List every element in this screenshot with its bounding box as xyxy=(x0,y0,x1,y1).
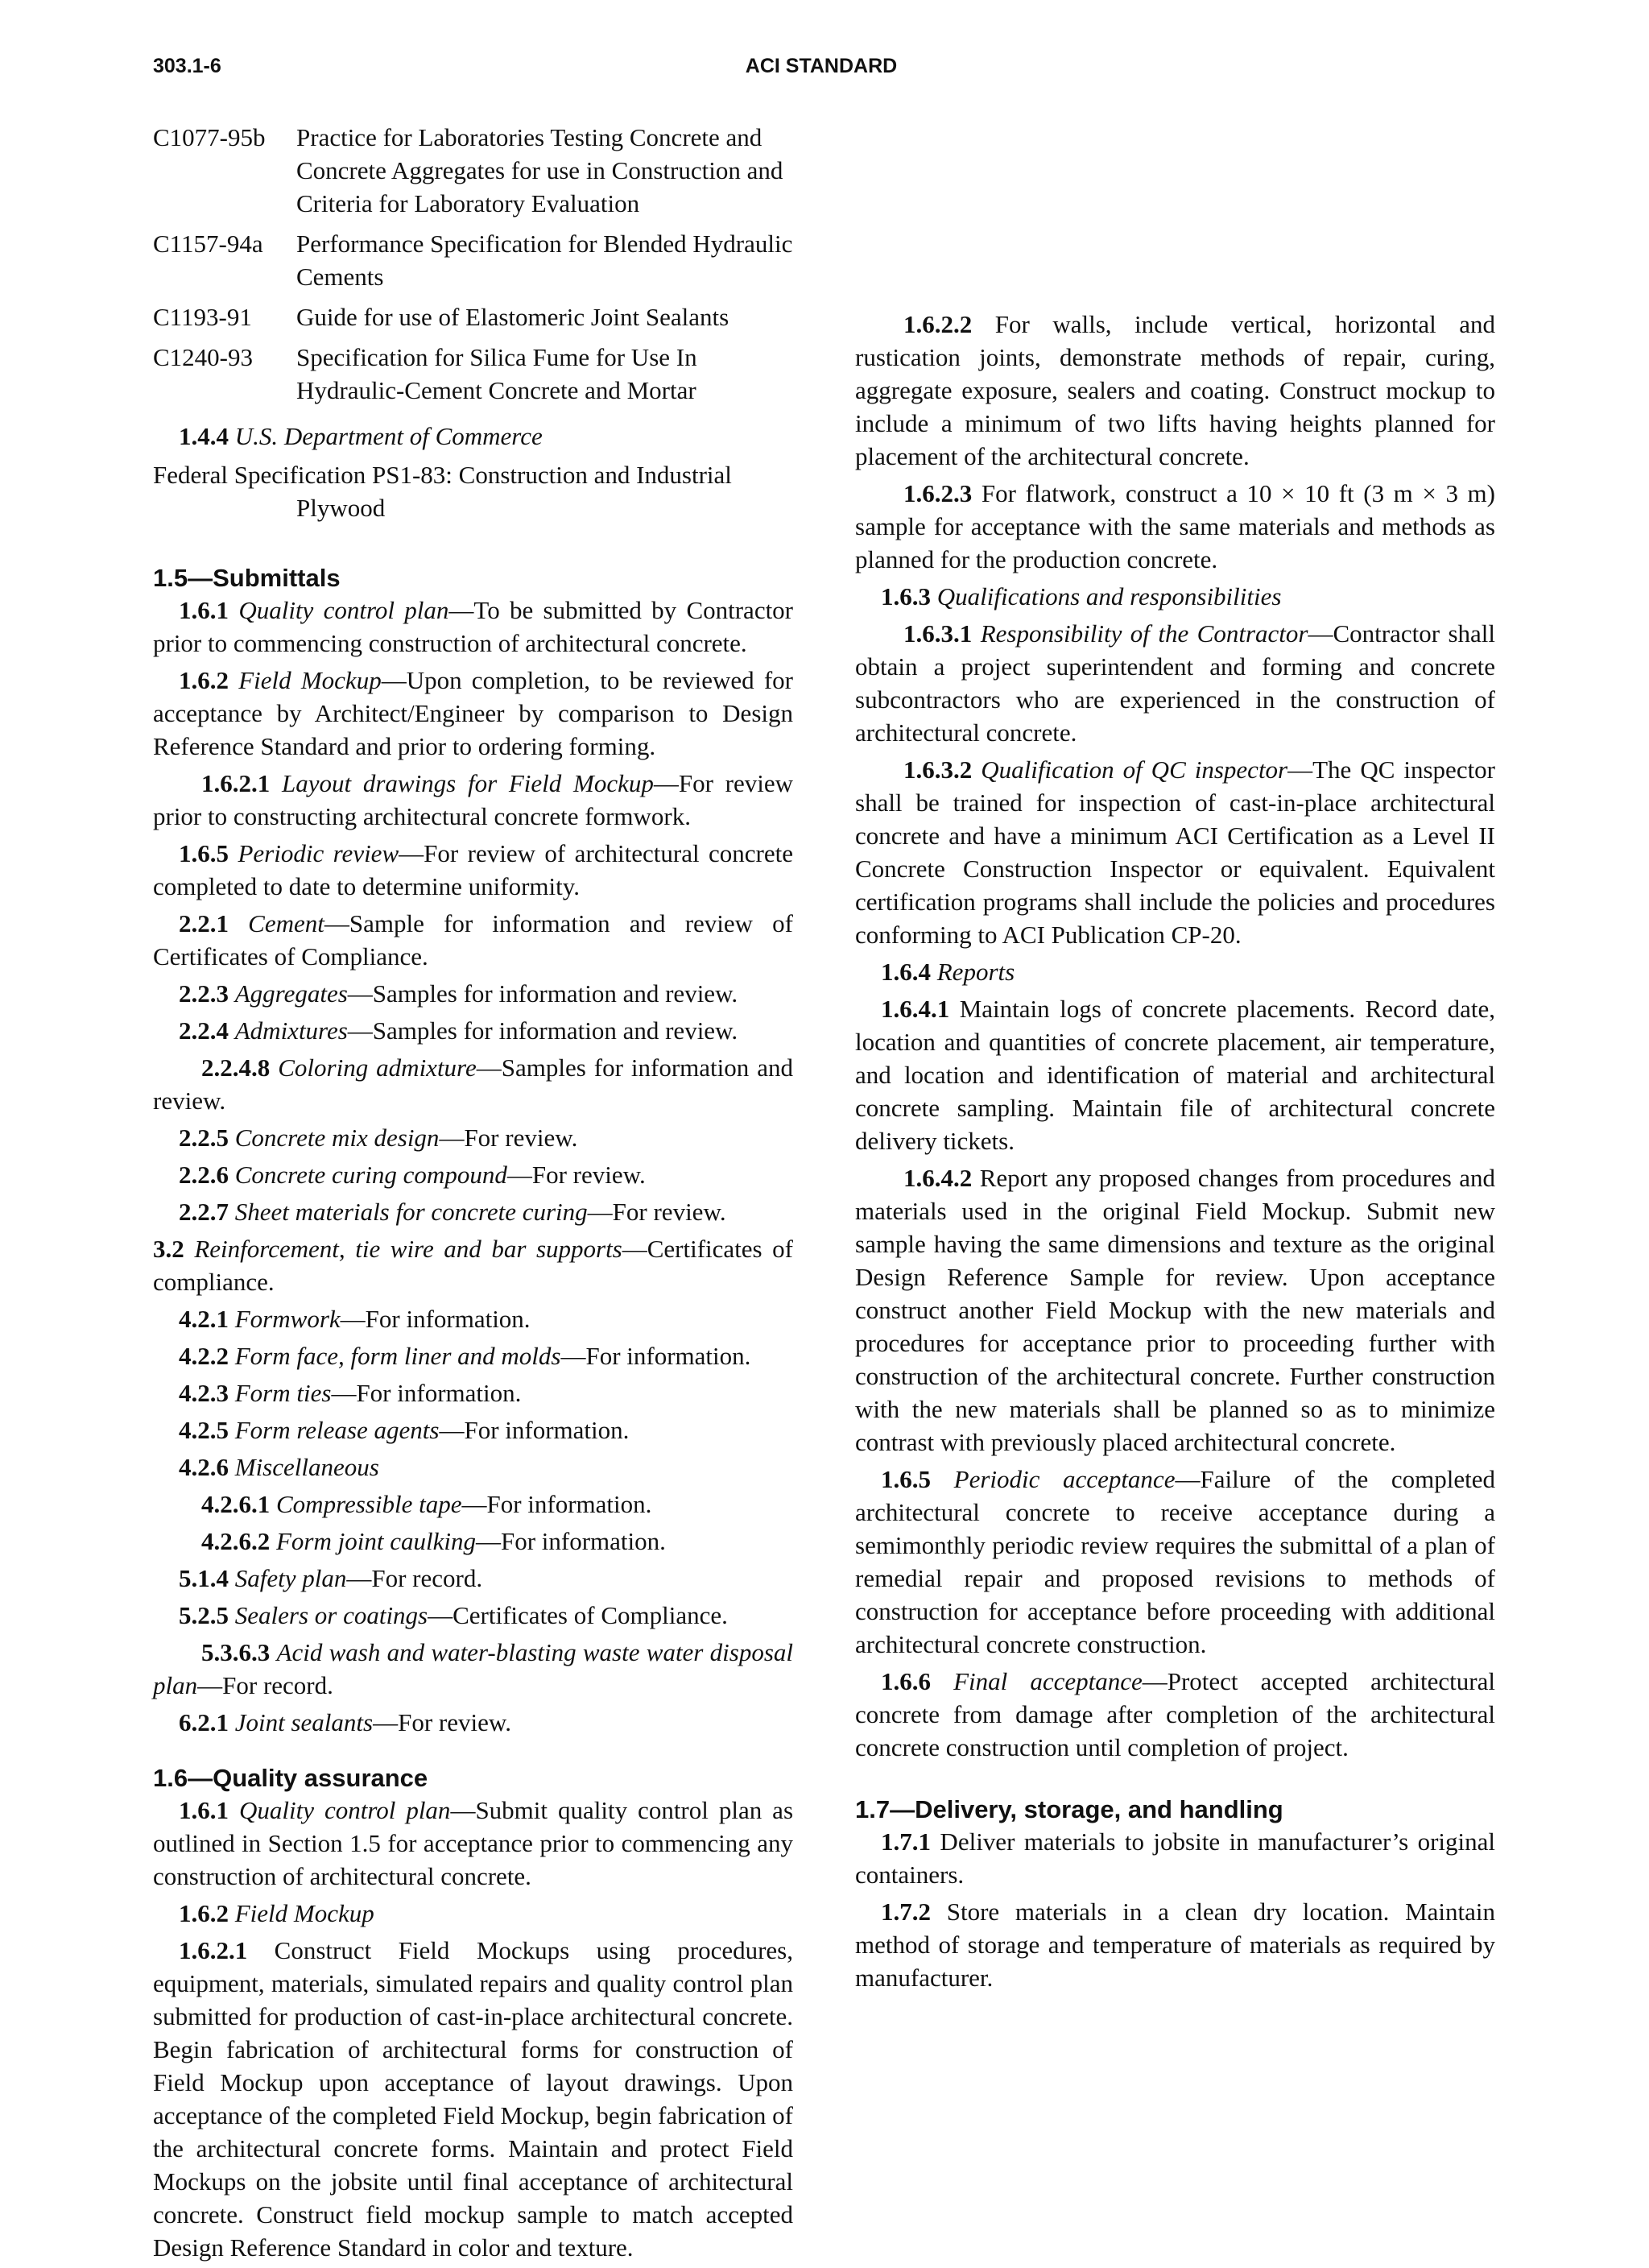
paragraph-1-6-4 xyxy=(855,955,1495,988)
item-title: Acid wash and water-blasting waste water disposal plan xyxy=(153,1638,793,1699)
item-number: 4.2.6.1 xyxy=(201,1490,271,1518)
item-text: Deliver materials to jobsite in manufacturer’s original containers. xyxy=(855,1827,1495,1889)
submittal-item xyxy=(153,1051,793,1117)
item-title: Sheet materials for concrete curing xyxy=(234,1198,588,1226)
reference-title: Practice for Laboratories Testing Concrete and Concrete Aggregates for use in Construction and Criteria for Laboratory Evaluation xyxy=(296,123,783,217)
item-title: Sealers or coatings xyxy=(234,1601,428,1629)
submittal-item xyxy=(153,1014,793,1047)
item-title: Form ties xyxy=(234,1379,332,1407)
item-title: Miscellaneous xyxy=(234,1453,379,1481)
paragraph-1-6-3-2 xyxy=(855,753,1495,951)
item-title: Form joint caulking xyxy=(276,1527,476,1555)
item-number: 1.6.6 xyxy=(881,1667,931,1695)
federal-specification: Federal Specification PS1-83: Construction and Industrial Plywood xyxy=(153,461,732,522)
item-text: —Submit quality control plan as outlined in Section 1.5 for acceptance prior to commencing any construction of architectural concrete. xyxy=(153,1796,794,1890)
item-title: Formwork xyxy=(234,1305,341,1333)
item-title: Concrete curing compound xyxy=(234,1161,507,1189)
item-title: Cement xyxy=(248,909,324,937)
item-text: —For review of architectural concrete completed to date to determine uniformity. xyxy=(153,839,793,900)
submittal-item xyxy=(153,1195,793,1228)
reference-code: C1077-95b xyxy=(153,123,266,151)
submittal-item xyxy=(153,767,793,833)
paragraph-1-7-2 xyxy=(855,1895,1495,1994)
item-text: —To be submitted by Contractor prior to commencing construction of architectural concrete. xyxy=(153,596,794,657)
item-title: Final acceptance xyxy=(953,1667,1143,1695)
item-number: 1.6.4.2 xyxy=(903,1164,973,1192)
item-title: Quality control plan xyxy=(238,596,449,624)
item-title: Quality control plan xyxy=(238,1796,451,1824)
item-title: Qualification of QC inspector xyxy=(981,755,1288,784)
item-title: Safety plan xyxy=(234,1564,347,1592)
item-number: 1.6.5 xyxy=(179,839,229,867)
item-number: 2.2.4 xyxy=(179,1016,229,1045)
item-number: 1.6.2.1 xyxy=(179,1936,248,1964)
item-title: Form face, form liner and molds xyxy=(234,1342,561,1370)
item-number: 5.2.5 xyxy=(179,1601,229,1629)
item-text: —For review prior to constructing architectural concrete formwork. xyxy=(153,769,794,830)
paragraph-1-7-1 xyxy=(855,1825,1495,1891)
reference-code: C1240-93 xyxy=(153,343,253,371)
item-text: —For information. xyxy=(331,1379,522,1407)
item-text: Report any proposed changes from procedures and materials used in the original Field Mockup. Submit new sample having the same dimensions and texture as the original Design Reference Sample for review. Upon acceptance construct another Field Mockup with the new materials and procedures for acceptance prior to proceeding further with construction of the architectural concrete. Further construction with the new materials shall be planned so as to minimize contrast with previously placed architectural concrete. xyxy=(855,1164,1495,1456)
item-title: Compressible tape xyxy=(276,1490,462,1518)
item-number: 1.6.4.1 xyxy=(881,995,950,1023)
quality-assurance-heading: 1.6—Quality assurance xyxy=(153,1764,428,1792)
paragraph-1-6-1 xyxy=(153,1794,793,1893)
reference-entry xyxy=(153,341,793,407)
item-number: 4.2.3 xyxy=(179,1379,229,1407)
submittals-heading: 1.5—Submittals xyxy=(153,564,341,592)
submittal-item xyxy=(153,907,793,973)
item-text: For walls, include vertical, horizontal and rustication joints, demonstrate methods of repair, curing, aggregate exposure, sealers and coating. Construct mockup to include a minimum of two lifts having heights planned for placement of the architectural concrete. xyxy=(855,310,1495,470)
item-number: 1.6.2 xyxy=(179,666,229,694)
paragraph-1-6-4-2 xyxy=(855,1161,1495,1459)
item-number: 5.1.4 xyxy=(179,1564,229,1592)
submittal-item xyxy=(153,1488,793,1521)
section-title: U.S. Department of Commerce xyxy=(234,422,543,450)
item-text: —For record. xyxy=(346,1564,483,1592)
item-text: —For information. xyxy=(560,1342,751,1370)
reference-entry xyxy=(153,121,793,220)
submittal-item xyxy=(153,1599,793,1632)
left-column xyxy=(153,121,793,2268)
item-number: 2.2.4.8 xyxy=(201,1053,271,1082)
item-title: Periodic acceptance xyxy=(953,1465,1176,1493)
delivery-heading: 1.7—Delivery, storage, and handling xyxy=(855,1795,1283,1823)
submittal-item xyxy=(153,1158,793,1191)
item-text: —For record. xyxy=(197,1671,333,1699)
item-text: —Upon completion, to be reviewed for acceptance by Architect/Engineer by comparison to Design Reference Standard and prior to ordering forming. xyxy=(153,666,794,760)
header-title: ACI STANDARD xyxy=(745,55,898,77)
right-column xyxy=(855,121,1495,1998)
item-number: 1.6.4 xyxy=(881,958,931,986)
item-text: —For review. xyxy=(373,1708,512,1736)
submittal-item xyxy=(153,837,793,903)
item-text: —The QC inspector shall be trained for inspection of cast-in-place architectural concrete and have a minimum ACI Certification as a Level II Concrete Construction Inspector or equivalent. Equivalent certification programs shall include the policies and procedures conforming to ACI Publication CP-20. xyxy=(855,755,1496,949)
item-title: Responsibility of the Contractor xyxy=(980,619,1308,648)
item-title: Qualifications and responsibilities xyxy=(936,582,1282,610)
item-title: Coloring admixture xyxy=(278,1053,477,1082)
reference-entry xyxy=(153,300,793,333)
submittal-item xyxy=(153,1451,793,1484)
item-number: 6.2.1 xyxy=(179,1708,229,1736)
item-text: —Samples for information and review. xyxy=(347,1016,738,1045)
item-text: For flatwork, construct a 10 × 10 ft (3 m × 3 m) sample for acceptance with the same materials and methods as planned for the production concrete. xyxy=(855,479,1495,573)
item-text: —Samples for information and review. xyxy=(347,979,738,1008)
item-text: Store materials in a clean dry location. Maintain method of storage and temperature of materials as required by manufacturer. xyxy=(855,1898,1495,1992)
item-number: 4.2.5 xyxy=(179,1416,229,1444)
item-text: —For review. xyxy=(587,1198,726,1226)
submittal-item xyxy=(153,1121,793,1154)
item-number: 1.6.2.1 xyxy=(201,769,271,797)
item-number: 2.2.6 xyxy=(179,1161,229,1189)
item-number: 1.6.5 xyxy=(881,1465,931,1493)
submittal-item xyxy=(153,594,793,660)
item-title: Concrete mix design xyxy=(234,1124,440,1152)
item-text: —For review. xyxy=(506,1161,646,1189)
item-number: 2.2.5 xyxy=(179,1124,229,1152)
submittal-item xyxy=(153,664,793,763)
column-continuation-spacer xyxy=(855,121,1495,308)
item-title: Reinforcement, tie wire and bar supports xyxy=(194,1235,622,1263)
item-number: 2.2.3 xyxy=(179,979,229,1008)
page-header xyxy=(153,55,1490,87)
item-title: Layout drawings for Field Mockup xyxy=(281,769,654,797)
item-text: —For information. xyxy=(475,1527,666,1555)
item-number: 1.6.3.1 xyxy=(903,619,973,648)
item-number: 1.6.1 xyxy=(179,1796,229,1824)
submittal-item xyxy=(153,1636,793,1702)
reference-title: Guide for use of Elastomeric Joint Sealants xyxy=(296,303,729,331)
item-number: 1.6.2 xyxy=(179,1899,229,1927)
paragraph-1-6-2-2 xyxy=(855,308,1495,473)
section-number: 1.4.4 xyxy=(179,422,229,450)
submittal-item xyxy=(153,977,793,1010)
paragraph-1-6-6 xyxy=(855,1665,1495,1764)
submittal-item xyxy=(153,1706,793,1739)
paragraph-1-6-3 xyxy=(855,580,1495,613)
item-text: —For information. xyxy=(461,1490,652,1518)
submittal-item xyxy=(153,1525,793,1558)
submittal-item xyxy=(153,1232,793,1298)
item-number: 1.6.3.2 xyxy=(903,755,973,784)
item-number: 2.2.7 xyxy=(179,1198,229,1226)
item-text: —Protect accepted architectural concrete from damage after completion of the architectural concrete construction until completion of project. xyxy=(855,1667,1495,1761)
item-title: Field Mockup xyxy=(238,666,382,694)
item-text: —For information. xyxy=(439,1416,630,1444)
paragraph-1-6-2-1 xyxy=(153,1934,793,2264)
item-title: Field Mockup xyxy=(234,1899,374,1927)
item-title: Reports xyxy=(936,958,1015,986)
paragraph-1-6-5 xyxy=(855,1463,1495,1661)
paragraph-1-6-3-1 xyxy=(855,617,1495,749)
item-title: Periodic review xyxy=(238,839,399,867)
item-number: 5.3.6.3 xyxy=(201,1638,271,1666)
item-number: 1.6.2.2 xyxy=(903,310,973,338)
item-text: Maintain logs of concrete placements. Record date, location and quantities of concrete placement, air temperature, and location and identification of material and architectural concrete sampling. Maintain file of architectural concrete delivery tickets. xyxy=(855,995,1495,1155)
paragraph-1-6-2 xyxy=(153,1897,793,1930)
item-text: —For review. xyxy=(439,1124,578,1152)
item-number: 4.2.1 xyxy=(179,1305,229,1333)
item-number: 4.2.6 xyxy=(179,1453,229,1481)
submittal-item xyxy=(153,1376,793,1409)
submittal-item xyxy=(153,1339,793,1372)
item-number: 4.2.2 xyxy=(179,1342,229,1370)
item-number: 3.2 xyxy=(153,1235,184,1263)
reference-entry xyxy=(153,227,793,293)
reference-code: C1193-91 xyxy=(153,303,252,331)
item-text: —Sample for information and review of Certificates of Compliance. xyxy=(153,909,794,971)
paragraph-1-6-2-3 xyxy=(855,477,1495,576)
page-number: 303.1-6 xyxy=(153,55,221,77)
section-1-4-4 xyxy=(153,420,793,453)
item-number: 4.2.6.2 xyxy=(201,1527,271,1555)
submittal-item xyxy=(153,1562,793,1595)
item-number: 2.2.1 xyxy=(179,909,229,937)
reference-title: Performance Specification for Blended Hydraulic Cements xyxy=(296,230,793,291)
item-title: Form release agents xyxy=(234,1416,440,1444)
item-number: 1.7.1 xyxy=(881,1827,931,1856)
item-text: —Certificates of compliance. xyxy=(153,1235,794,1296)
submittal-item xyxy=(153,1413,793,1446)
item-number: 1.6.2.3 xyxy=(903,479,973,507)
item-title: Joint sealants xyxy=(234,1708,374,1736)
item-number: 1.6.3 xyxy=(881,582,931,610)
item-number: 1.7.2 xyxy=(881,1898,931,1926)
item-number: 1.6.1 xyxy=(179,596,229,624)
submittal-item xyxy=(153,1302,793,1335)
item-text: Construct Field Mockups using procedures, equipment, materials, simulated repairs and quality control plan submitted for production of cast-in-place architectural concrete. Begin fabrication of architectural forms for construction of Field Mockup upon acceptance of layout drawings. Upon acceptance of the completed Field Mockup, begin fabrication of the architectural concrete forms. Maintain and protect Field Mockups on the jobsite until final acceptance of architectural concrete. Construct field mockup sample to match accepted Design Reference Standard in color and texture. xyxy=(153,1936,793,2262)
item-text: —Certificates of Compliance. xyxy=(428,1601,728,1629)
item-title: Aggregates xyxy=(234,979,348,1008)
item-title: Admixtures xyxy=(234,1016,348,1045)
paragraph-1-6-4-1 xyxy=(855,992,1495,1157)
reference-code: C1157-94a xyxy=(153,230,263,258)
item-text: —Samples for information and review. xyxy=(153,1053,793,1115)
reference-title: Specification for Silica Fume for Use In Hydraulic-Cement Concrete and Mortar xyxy=(296,343,697,404)
item-text: —Failure of the completed architectural concrete to receive acceptance during a semimonthly periodic review requires the submittal of a plan of remedial repair and proposed revisions to methods of construction for acceptance before proceeding with additional architectural concrete construction. xyxy=(855,1465,1496,1658)
item-text: —Contractor shall obtain a project superintendent and forming and concrete subcontractors who are experienced in the construction of architectural concrete. xyxy=(855,619,1496,747)
item-text: —For information. xyxy=(340,1305,531,1333)
